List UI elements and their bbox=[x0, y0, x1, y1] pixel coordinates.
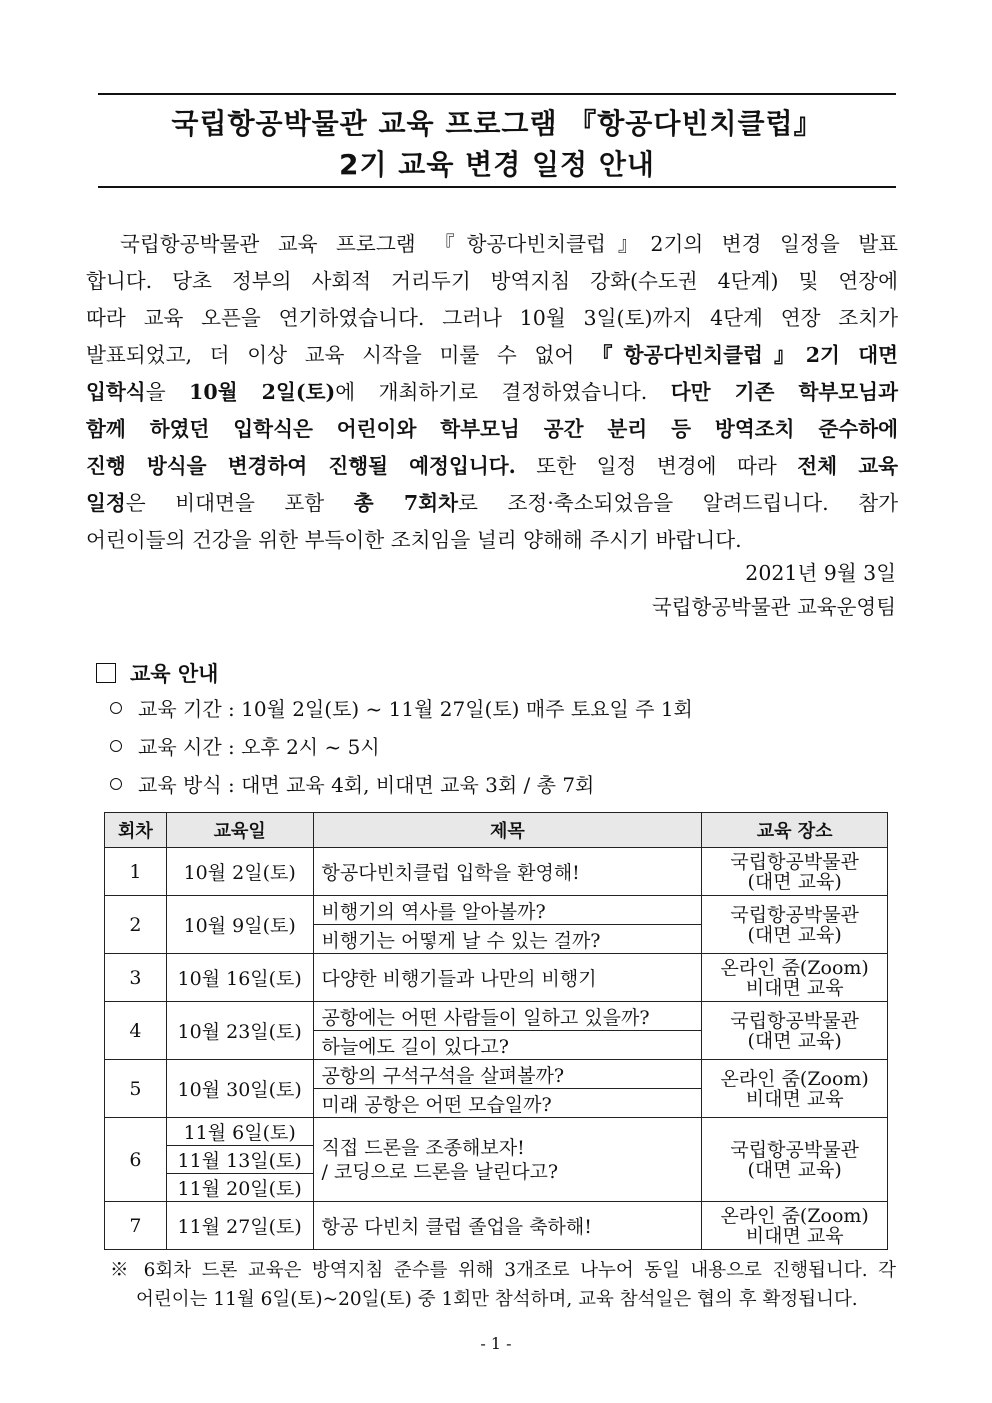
page-title-line2: 2기 교육 변경 일정 안내 bbox=[339, 148, 655, 181]
body-line: 합니다. 당초 정부의 사회적 거리두기 방역지침 강화(수도권 4단계) 및 연장에 bbox=[86, 269, 898, 293]
table-row bbox=[105, 954, 888, 1002]
section-heading: 교육 안내 bbox=[96, 658, 218, 688]
col-header-title: 제목 bbox=[313, 813, 702, 848]
cell-location: 온라인 줌(Zoom) 비대면 교육 bbox=[702, 1060, 888, 1118]
table-row bbox=[105, 1060, 888, 1089]
cell-title: 다양한 비행기들과 나만의 비행기 bbox=[313, 954, 702, 1002]
cell-location: 국립항공박물관 (대면 교육) bbox=[702, 1002, 888, 1060]
cell-date: 11월 27일(토) bbox=[166, 1202, 313, 1250]
cell-location: 국립항공박물관 (대면 교육) bbox=[702, 896, 888, 954]
cell-title: 항공다빈치클럽 입학을 환영해! bbox=[313, 848, 702, 896]
cell-title: 비행기는 어떻게 날 수 있는 걸까? bbox=[313, 925, 702, 954]
schedule-table bbox=[104, 812, 888, 1250]
cell-date: 10월 23일(토) bbox=[166, 1002, 313, 1060]
title-top-rule bbox=[98, 93, 896, 95]
checkbox-square-icon bbox=[96, 663, 116, 683]
cell-title: 항공 다빈치 클럽 졸업을 축하해! bbox=[313, 1202, 702, 1250]
body-line: 진행 방식을 변경하여 진행될 예정입니다. 또한 일정 변경에 따라 전체 교육 bbox=[86, 454, 898, 478]
body-line: 따라 교육 오픈을 연기하였습니다. 그러나 10월 3일(토)까지 4단계 연장 조치가 bbox=[86, 306, 898, 330]
issuing-organization: 국립항공박물관 교육운영팀 bbox=[651, 595, 896, 619]
info-time: 교육 시간 : 오후 2시 ~ 5시 bbox=[110, 732, 380, 762]
cell-location: 국립항공박물관 (대면 교육) bbox=[702, 1118, 888, 1202]
table-row bbox=[105, 1002, 888, 1031]
cell-date: 11월 6일(토) bbox=[166, 1118, 313, 1146]
page-number: - 1 - bbox=[480, 1334, 512, 1353]
footnote-line: ※ 6회차 드론 교육은 방역지침 준수를 위해 3개조로 나누어 동일 내용으로 진행됩니다. 각 bbox=[110, 1260, 896, 1281]
col-header-session: 회차 bbox=[105, 813, 167, 848]
table-row bbox=[105, 1118, 888, 1146]
body-line: 함께 하였던 입학식은 어린이와 학부모님 공간 분리 등 방역조치 준수하에 bbox=[86, 417, 898, 441]
circle-bullet-icon bbox=[110, 702, 122, 714]
cell-session: 6 bbox=[105, 1118, 167, 1202]
body-line: 일정은 비대면을 포함 총 7회차로 조정·축소되었음을 알려드립니다. 참가 bbox=[86, 491, 899, 515]
cell-date: 10월 30일(토) bbox=[166, 1060, 313, 1118]
cell-session: 5 bbox=[105, 1060, 167, 1118]
cell-title: 공항에는 어떤 사람들이 일하고 있을까? bbox=[313, 1002, 702, 1031]
cell-title: 비행기의 역사를 알아볼까? bbox=[313, 896, 702, 925]
body-line: 어린이들의 건강을 위한 부득이한 조치임을 널리 양해해 주시기 바랍니다. bbox=[86, 528, 742, 552]
announcement-body bbox=[86, 226, 898, 559]
cell-session: 7 bbox=[105, 1202, 167, 1250]
footnote-line: 어린이는 11월 6일(토)~20일(토) 중 1회만 참석하며, 교육 참석일은 협의 후 확정됩니다. bbox=[136, 1289, 858, 1310]
circle-bullet-icon bbox=[110, 740, 122, 752]
title-bottom-rule bbox=[98, 186, 896, 188]
cell-title: 직접 드론을 조종해보자! / 코딩으로 드론을 날린다고? bbox=[313, 1118, 702, 1202]
table-header-row bbox=[105, 813, 888, 848]
cell-session: 4 bbox=[105, 1002, 167, 1060]
info-period: 교육 기간 : 10월 2일(토) ~ 11월 27일(토) 매주 토요일 주 1회 bbox=[110, 694, 693, 724]
cell-title: 미래 공항은 어떤 모습일까? bbox=[313, 1089, 702, 1118]
cell-date: 10월 2일(토) bbox=[166, 848, 313, 896]
col-header-location: 교육 장소 bbox=[702, 813, 888, 848]
circle-bullet-icon bbox=[110, 778, 122, 790]
cell-session: 3 bbox=[105, 954, 167, 1002]
cell-location: 국립항공박물관 (대면 교육) bbox=[702, 848, 888, 896]
body-line: 입학식을 10월 2일(토)에 개최하기로 결정하였습니다. 다만 기존 학부모님과 bbox=[86, 380, 898, 404]
cell-date: 10월 16일(토) bbox=[166, 954, 313, 1002]
cell-session: 1 bbox=[105, 848, 167, 896]
col-header-date: 교육일 bbox=[166, 813, 313, 848]
cell-date: 11월 20일(토) bbox=[166, 1174, 313, 1202]
page-title-line1: 국립항공박물관 교육 프로그램 『항공다빈치클럽』 bbox=[171, 107, 823, 140]
body-line: 국립항공박물관 교육 프로그램 『항공다빈치클럽』2기의 변경 일정을 발표 bbox=[120, 232, 898, 256]
info-method: 교육 방식 : 대면 교육 4회, 비대면 교육 3회 / 총 7회 bbox=[110, 770, 594, 800]
body-line: 발표되었고, 더 이상 교육 시작을 미룰 수 없어 『항공다빈치클럽』2기 대면 bbox=[86, 343, 899, 367]
cell-title: 하늘에도 길이 있다고? bbox=[313, 1031, 702, 1060]
issue-date: 2021년 9월 3일 bbox=[745, 561, 896, 585]
cell-location: 온라인 줌(Zoom) 비대면 교육 bbox=[702, 954, 888, 1002]
table-row bbox=[105, 848, 888, 896]
table-footnote bbox=[110, 1256, 896, 1314]
cell-title: 공항의 구석구석을 살펴볼까? bbox=[313, 1060, 702, 1089]
cell-location: 온라인 줌(Zoom) 비대면 교육 bbox=[702, 1202, 888, 1250]
table-row bbox=[105, 896, 888, 925]
table-row bbox=[105, 1202, 888, 1250]
cell-date: 11월 13일(토) bbox=[166, 1146, 313, 1174]
cell-date: 10월 9일(토) bbox=[166, 896, 313, 954]
cell-session: 2 bbox=[105, 896, 167, 954]
